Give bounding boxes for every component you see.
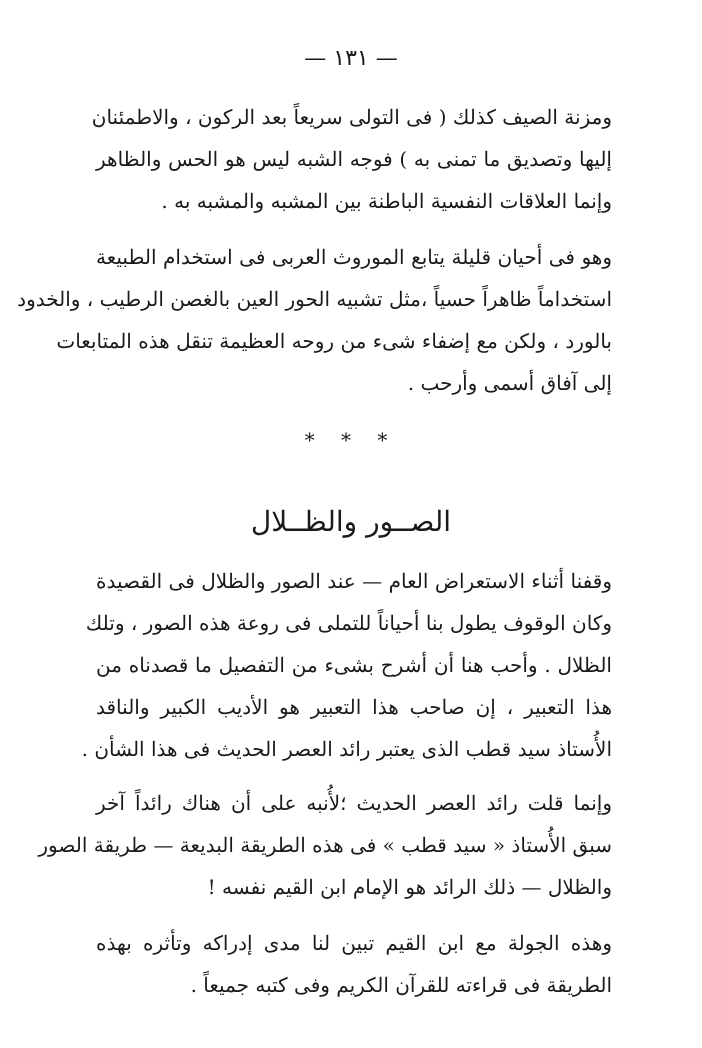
text-line: ومزنة الصيف كذلك ( فى التولى سريعاً بعد الركون ، والاطمئنان [91,105,612,129]
text-line: بالورد ، ولكن مع إضفاء شىء من روحه العظيمة تنقل هذه المتابعات [56,329,612,353]
text-line: هذا التعبير ، إن صاحب هذا التعبير هو الأديب الكبير والناقد [96,695,612,719]
paragraph-2 [17,236,612,404]
text-line: الظلال . وأحب هنا أن أشرح بشىء من التفصيل ما قصدناه من [96,653,612,677]
text-line: إلى آفاق أسمى وأرحب . [407,371,612,395]
paragraph-3 [81,560,612,770]
text-line: وهذه الجولة مع ابن القيم تبين لنا مدى إدراكه وتأثره بهذه [96,931,612,955]
paragraph-4 [38,782,612,908]
page-number: — ١٣١ — [304,46,398,71]
text-line: وهو فى أحيان قليلة يتابع الموروث العربى فى استخدام الطبيعة [96,245,612,269]
section-separator: * * * [304,428,398,452]
section-title: الصــور والظــلال [250,505,452,538]
text-line: وقفنا أثناء الاستعراض العام — عند الصور والظلال فى القصيدة [96,569,612,593]
text-line: سبق الأُستاذ « سيد قطب » فى هذه الطريقة البديعة — طريقة الصور [38,833,612,857]
text-line: وكان الوقوف يطول بنا أحياناً للتملى فى روعة هذه الصور ، وتلك [85,611,612,635]
text-line: الأُستاذ سيد قطب الذى يعتبر رائد العصر الحديث فى هذا الشأن . [81,737,612,761]
text-line: وإنما العلاقات النفسية الباطنة بين المشبه والمشبه به . [161,189,612,213]
text-line: استخداماً ظاهراً حسياً ،مثل تشبيه الحور العين بالغصن الرطيب ، والخدود [17,287,612,311]
text-line: وإنما قلت رائد العصر الحديث ؛لأُنبه على أن هناك رائداً آخر [96,791,612,815]
paragraph-5 [96,922,612,1006]
text-line: والظلال — ذلك الرائد هو الإمام ابن القيم نفسه ! [207,875,612,899]
paragraph-1 [91,96,612,222]
text-line: إليها وتصديق ما تمنى به ) فوجه الشبه ليس هو الحس والظاهر [96,147,612,171]
text-line: الطريقة فى قراءته للقرآن الكريم وفى كتبه جميعاً . [190,973,612,997]
